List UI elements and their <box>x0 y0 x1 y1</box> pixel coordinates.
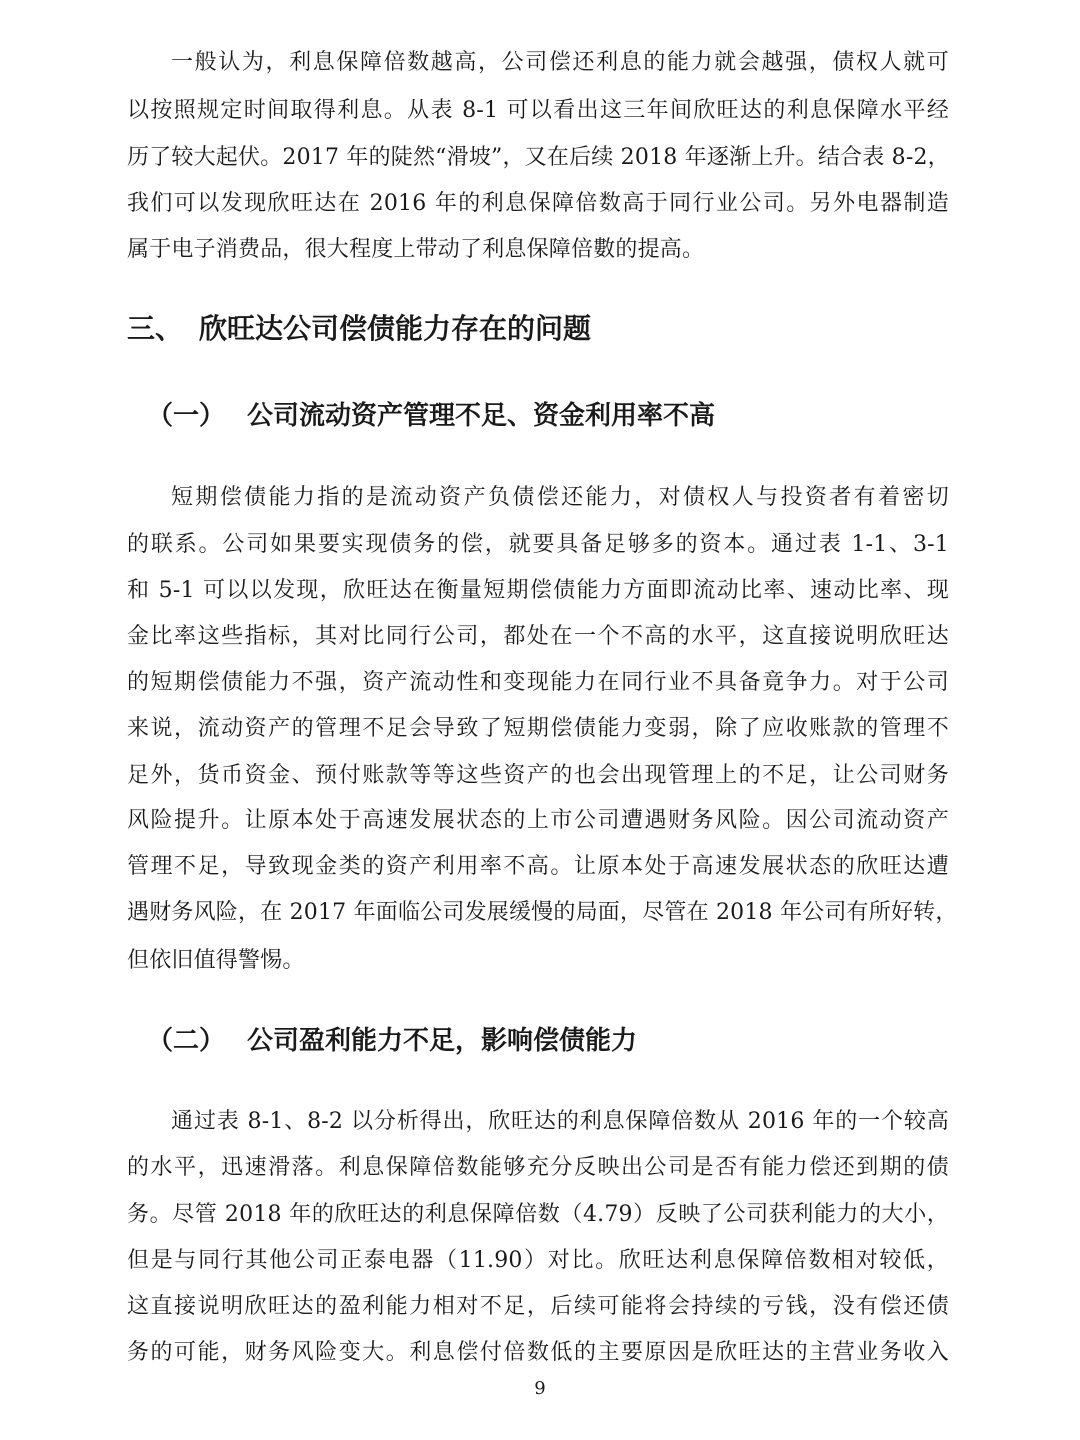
subsection-heading <box>147 399 715 433</box>
text-line: 来说，流动资产的管理不足会导致了短期偿债能力变弱，除了应收账款的管理不 <box>127 716 949 741</box>
text-line: 务的可能，财务风险变大。利息偿付倍数低的主要原因是欣旺达的主营业务收入 <box>127 1340 949 1365</box>
text-line: 的水平，迅速滑落。利息保障倍数能够充分反映出公司是否有能力偿还到期的债 <box>127 1155 949 1180</box>
section-title: 欣旺达公司偿债能力存在的问题 <box>199 312 592 345</box>
text-line: 通过表 8-1、8-2 以分析得出，欣旺达的利息保障倍数从 2016 年的一个较高 <box>171 1109 949 1134</box>
section-heading <box>127 311 591 347</box>
text-line: 管理不足，导致现金类的资产利用率不高。让原本处于高速发展状态的欣旺达遭 <box>127 854 949 879</box>
text-line: 我们可以发现欣旺达在 2016 年的利息保障倍数高于同行业公司。另外电器制造 <box>127 191 949 216</box>
subsection-number: （二） <box>147 1026 226 1056</box>
text-line: 风险提升。让原本处于高速发展状态的上市公司遭遇财务风险。因公司流动资产 <box>127 808 949 833</box>
text-line: 一般认为，利息保障倍数越高，公司偿还利息的能力就会越强，债权人就可 <box>171 50 949 75</box>
text-line: 但是与同行其他公司正泰电器（11.90）对比。欣旺达利息保障倍数相对较低， <box>127 1248 949 1273</box>
subsection-number: （一） <box>147 401 226 431</box>
text-line: 务。尽管 2018 年的欣旺达的利息保障倍数（4.79）反映了公司获利能力的大小， <box>127 1202 949 1227</box>
text-line: 金比率这些指标，其对比同行公司，都处在一个不高的水平，这直接说明欣旺达 <box>127 624 949 649</box>
text-line: 遇财务风险，在 2017 年面临公司发展缓慢的局面，尽管在 2018 年公司有所好转， <box>127 900 958 925</box>
text-line: 短期偿债能力指的是流动资产负债偿还能力，对债权人与投资者有着密切 <box>171 485 949 510</box>
section-number: 三、 <box>127 312 184 345</box>
subsection-title: 公司流动资产管理不足、资金利用率不高 <box>247 401 716 431</box>
text-line: 属于电子消费品，很大程度上带动了利息保障倍數的提高。 <box>127 237 705 262</box>
text-line: 足外，货币资金、预付账款等等这些资产的也会出现管理上的不足，让公司财务 <box>127 763 949 788</box>
text-line: 和 5-1 可以以发现，欣旺达在衡量短期偿债能力方面即流动比率、速动比率、现 <box>127 578 949 603</box>
text-line: 这直接说明欣旺达的盈利能力相对不足，后续可能将会持续的亏钱，没有偿还债 <box>127 1294 949 1319</box>
text-line: 的短期偿债能力不强，资产流动性和变现能力在同行业不具备竟争力。对于公司 <box>127 670 949 695</box>
page-number: 9 <box>534 1378 546 1399</box>
subsection-title: 公司盈利能力不足，影响偿债能力 <box>247 1026 638 1056</box>
text-line: 以按照规定时间取得利息。从表 8-1 可以看出这三年间欣旺达的利息保障水平经 <box>127 98 949 123</box>
text-line: 历了较大起伏。2017 年的陡然“滑坡”，又在后续 2018 年逐渐上升。结合表 8-2， <box>127 145 950 170</box>
subsection-heading <box>147 1024 637 1058</box>
text-line: 但依旧值得警惕。 <box>127 948 305 973</box>
text-line: 的联系。公司如果要实现债务的偿，就要具备足够多的资本。通过表 1-1、3-1 <box>127 532 949 557</box>
